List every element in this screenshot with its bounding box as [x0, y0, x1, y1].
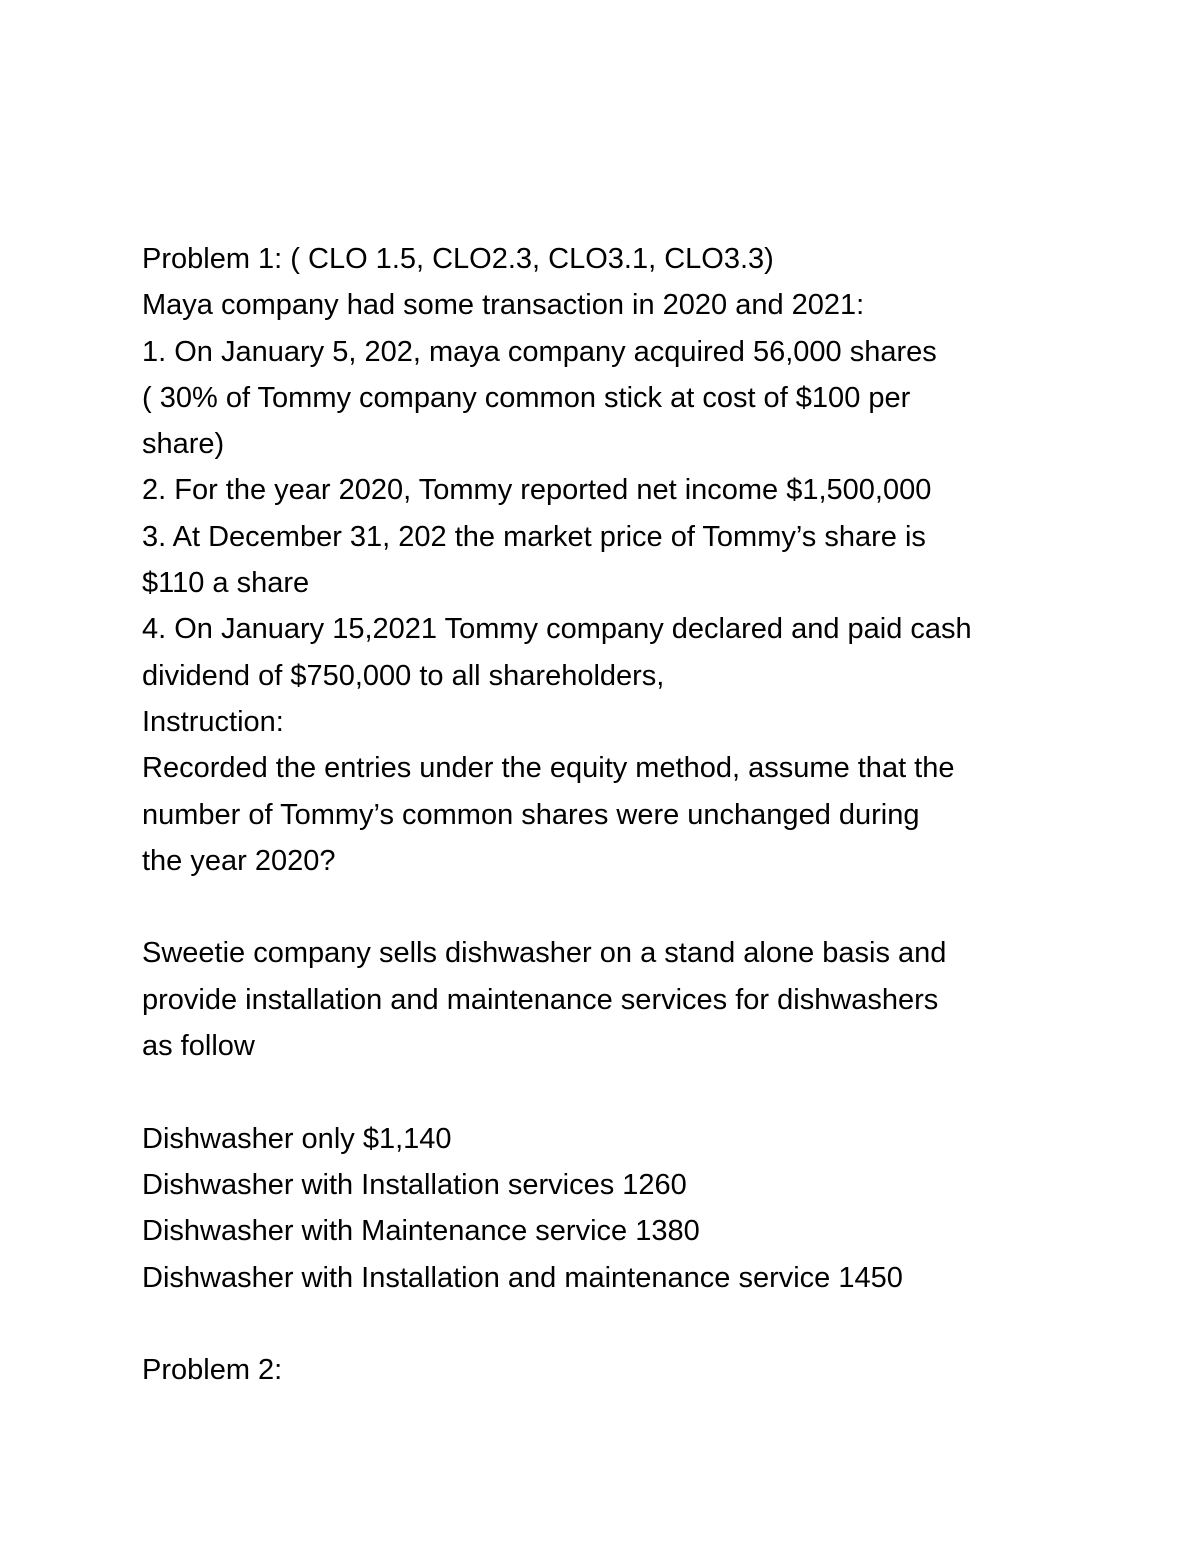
problem1-item1-line1: 1. On January 5, 202, maya company acquired 56,000 shares [142, 335, 937, 368]
instruction-line2: number of Tommy’s common shares were unchanged during [142, 798, 920, 831]
price-item: Dishwasher only $1,140 [142, 1122, 452, 1155]
problem1-item4-line2: dividend of $750,000 to all shareholders, [142, 659, 665, 692]
instruction-line3: the year 2020? [142, 844, 336, 877]
sweetie-line1: Sweetie company sells dishwasher on a stand alone basis and [142, 937, 947, 970]
price-item: Dishwasher with Maintenance service 1380 [142, 1215, 700, 1248]
problem2-heading: Problem 2: [142, 1354, 283, 1387]
blank-line [142, 884, 1142, 930]
sweetie-line3: as follow [142, 1030, 255, 1063]
problem1-heading: Problem 1: ( CLO 1.5, CLO2.3, CLO3.1, CLO3.3) [142, 243, 774, 275]
blank-line [142, 1069, 1142, 1115]
document-body [142, 236, 1142, 1393]
problem1-item3-line1: 3. At December 31, 202 the market price of Tommy’s share is [142, 520, 926, 553]
price-item: Dishwasher with Installation services 1260 [142, 1168, 687, 1201]
instruction-line1: Recorded the entries under the equity method, assume that the [142, 752, 955, 785]
price-item: Dishwasher with Installation and maintenance service 1450 [142, 1261, 903, 1294]
problem1-item3-line2: $110 a share [142, 567, 310, 600]
sweetie-line2: provide installation and maintenance services for dishwashers [142, 983, 939, 1016]
problem1-item1-line3: share) [142, 428, 225, 461]
problem1-item2: 2. For the year 2020, Tommy reported net income $1,500,000 [142, 474, 932, 507]
problem1-item1-line2: ( 30% of Tommy company common stick at cost of $100 per [142, 381, 911, 414]
problem1-item4-line1: 4. On January 15,2021 Tommy company declared and paid cash [142, 613, 972, 646]
instruction-label: Instruction: [142, 705, 284, 738]
blank-line [142, 1301, 1142, 1347]
problem1-intro: Maya company had some transaction in 2020 and 2021: [142, 289, 865, 322]
